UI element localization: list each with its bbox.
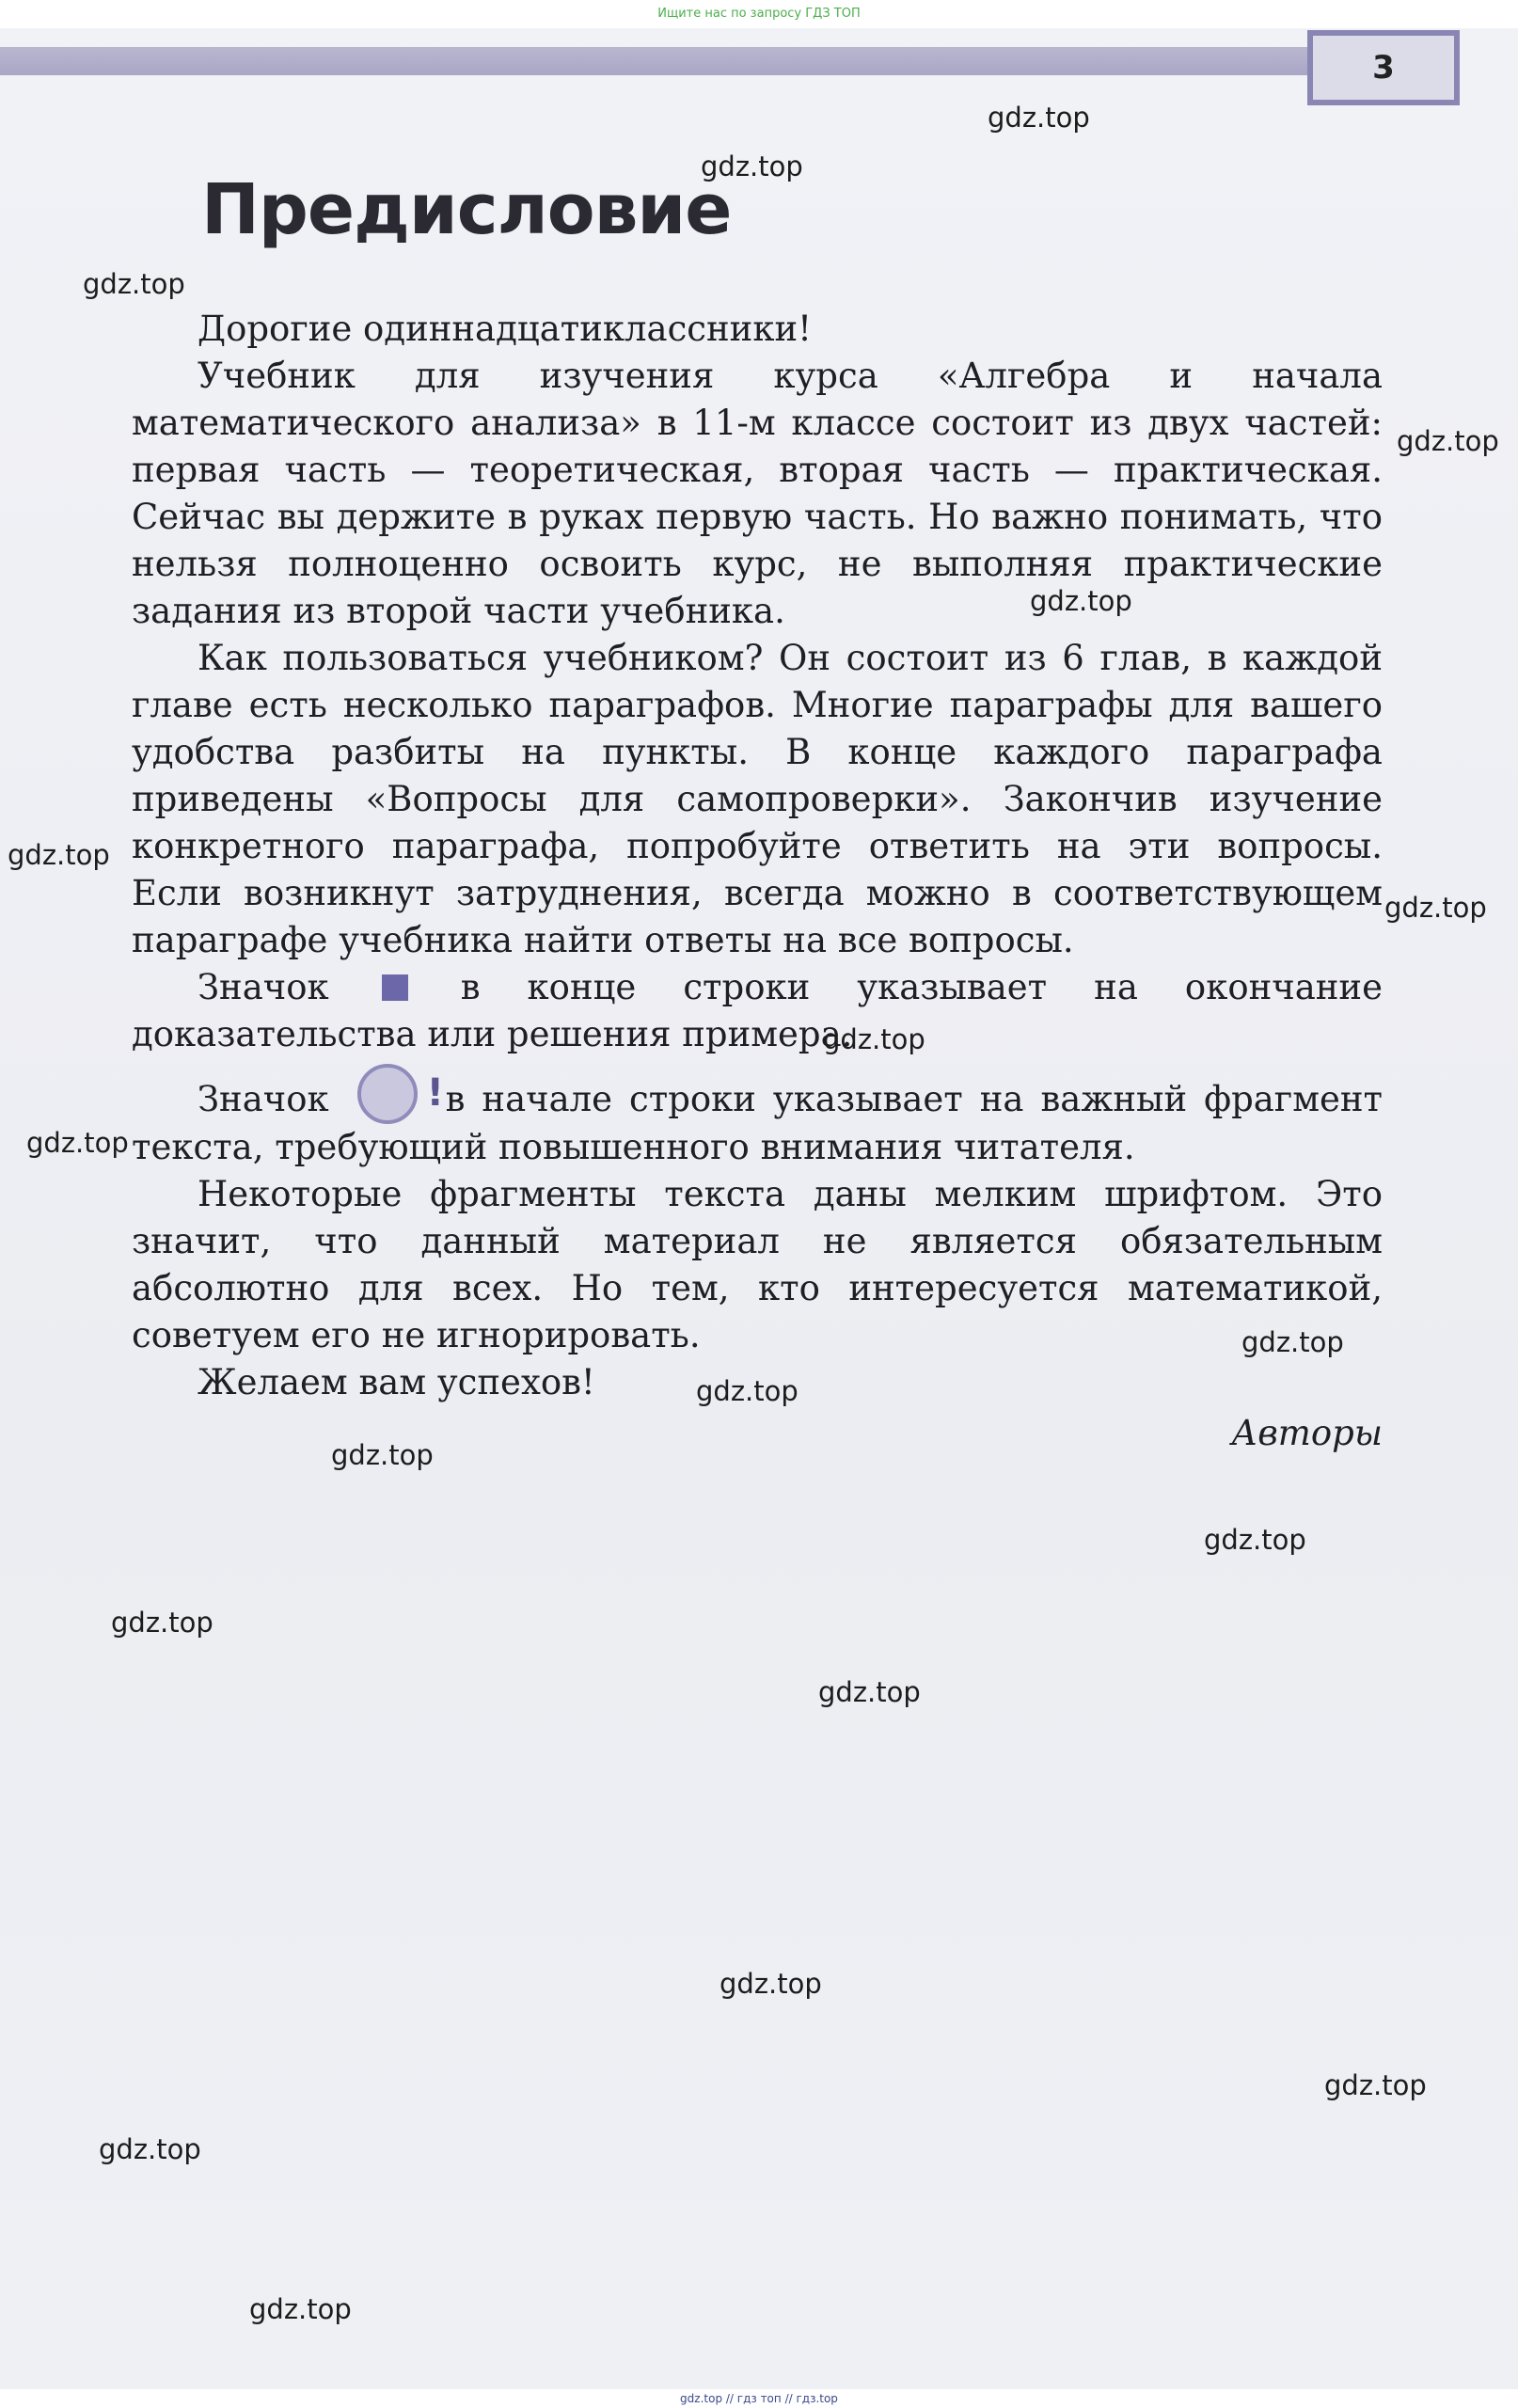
watermark: gdz.top xyxy=(8,839,110,871)
watermark: gdz.top xyxy=(701,150,803,182)
attention-icon xyxy=(357,1064,418,1124)
watermark: gdz.top xyxy=(1204,1524,1306,1556)
watermark: gdz.top xyxy=(988,102,1090,134)
page-title: Предисловие xyxy=(201,169,732,250)
paragraph-4-end: в начале строки указывает на важный фрагмент текста, требующий повышенного внимания читателя. xyxy=(132,1079,1384,1167)
watermark: gdz.top xyxy=(1397,425,1499,457)
watermark: gdz.top xyxy=(331,1439,434,1471)
paragraph-3-end: в конце строки указывает на окончание доказательства или решения примера. xyxy=(132,967,1383,1054)
watermark: gdz.top xyxy=(823,1023,925,1055)
signature: Авторы xyxy=(1231,1413,1383,1453)
watermark: gdz.top xyxy=(99,2133,201,2165)
paragraph-3 xyxy=(132,964,1383,1058)
greeting: Дорогие одиннадцатиклассники! xyxy=(198,309,812,349)
watermark: gdz.top xyxy=(1030,585,1132,617)
watermark: gdz.top xyxy=(83,268,185,300)
bottom-banner: gdz.top // гдз топ // гдз.top xyxy=(0,2389,1518,2408)
watermark: gdz.top xyxy=(111,1607,213,1639)
top-banner: Ищите нас по запросу ГДЗ ТОП xyxy=(0,0,1518,28)
end-of-proof-square-icon xyxy=(382,974,408,1001)
watermark: gdz.top xyxy=(1384,892,1487,924)
page-number: 3 xyxy=(1307,30,1460,105)
paragraph-5: Некоторые фрагменты текста даны мелким шрифтом. Это значит, что данный материал не является обязательным абсолютно для всех. Но тем, кто интересуется математикой, советуем его не игнорировать. xyxy=(132,1174,1383,1355)
paragraph-3-start: Значок xyxy=(198,967,329,1007)
paragraph-4-start: Значок xyxy=(198,1079,329,1119)
book-page xyxy=(0,28,1518,2389)
watermark: gdz.top xyxy=(249,2293,352,2325)
watermark: gdz.top xyxy=(1324,2069,1427,2101)
header-strip xyxy=(0,47,1392,75)
watermark: gdz.top xyxy=(818,1676,921,1708)
paragraph-4 xyxy=(132,1064,1383,1171)
watermark: gdz.top xyxy=(26,1127,129,1159)
paragraph-2: Как пользоваться учебником? Он состоит из 6 глав, в каждой главе есть несколько параграфов. Многие параграфы для вашего удобства разбиты на пункты. В конце каждого параграфа приведены «Вопросы для самопроверки». Закончив изучение конкретного параграфа, попробуйте ответить на эти вопросы. Если возникнут затруднения, всегда можно в соответствующем параграфе учебника найти ответы на все вопросы. xyxy=(132,638,1383,960)
watermark: gdz.top xyxy=(1241,1326,1344,1358)
watermark: gdz.top xyxy=(696,1375,799,1407)
paragraph-6: Желаем вам успехов! xyxy=(198,1362,595,1402)
preface-text xyxy=(132,306,1383,1492)
watermark: gdz.top xyxy=(719,1968,822,2000)
paragraph-1: Учебник для изучения курса «Алгебра и начала математического анализа» в 11-м классе состоит из двух частей: первая часть — теоретическая, вторая часть — практическая. Сейчас вы держите в руках первую часть. Но важно понимать, что нельзя полноценно освоить курс, не выполняя практические задания из второй части учебника. xyxy=(132,356,1383,631)
